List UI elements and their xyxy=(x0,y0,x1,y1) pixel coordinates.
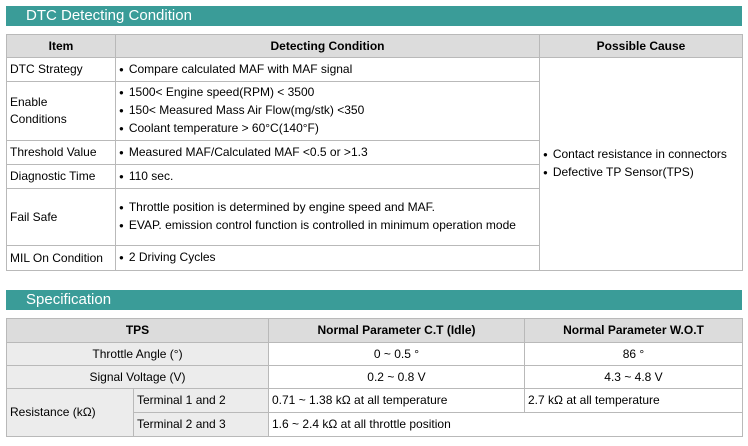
strategy-condition xyxy=(116,58,540,82)
mil-condition xyxy=(116,246,540,271)
mil-label: MIL On Condition xyxy=(7,246,116,271)
diagnostic-condition xyxy=(116,165,540,189)
resistance-label: Resistance (kΩ) xyxy=(7,389,134,437)
throttle-angle-idle: 0 ~ 0.5 ° xyxy=(269,343,525,366)
strategy-label: DTC Strategy xyxy=(7,58,116,82)
signal-voltage-label: Signal Voltage (V) xyxy=(7,366,269,389)
failsafe-condition xyxy=(116,189,540,246)
throttle-angle-label: Throttle Angle (°) xyxy=(7,343,269,366)
enable-cond-2: ● 150< Measured Mass Air Flow(mg/stk) <350 xyxy=(119,103,364,117)
condition-header: Detecting Condition xyxy=(116,35,540,58)
signal-voltage-idle: 0.2 ~ 0.8 V xyxy=(269,366,525,389)
spec-table xyxy=(6,318,743,437)
spec-section-title: Specification xyxy=(6,290,742,310)
dtc-section-title: DTC Detecting Condition xyxy=(6,6,742,26)
tps-header: TPS xyxy=(7,319,269,343)
threshold-text: ● Measured MAF/Calculated MAF <0.5 or >1.3 xyxy=(119,145,368,159)
failsafe-label: Fail Safe xyxy=(7,189,116,246)
mil-text: ● 2 Driving Cycles xyxy=(119,250,216,264)
terminal-2-3-value: 1.6 ~ 2.4 kΩ at all throttle position xyxy=(269,413,743,437)
dtc-table xyxy=(6,34,743,271)
diagnostic-text: ● 110 sec. xyxy=(119,169,173,183)
enable-cond-3: ● Coolant temperature > 60°C(140°F) xyxy=(119,121,319,135)
threshold-label: Threshold Value xyxy=(7,141,116,165)
enable-label xyxy=(7,82,116,141)
possible-cause-cell xyxy=(540,58,743,271)
failsafe-cond-2: ● EVAP. emission control function is controlled in minimum operation mode xyxy=(119,218,516,232)
enable-cond-1: ● 1500< Engine speed(RPM) < 3500 xyxy=(119,85,314,99)
terminal-2-3-label: Terminal 2 and 3 xyxy=(134,413,269,437)
item-header: Item xyxy=(7,35,116,58)
terminal-1-2-wot: 2.7 kΩ at all temperature xyxy=(525,389,743,413)
enable-label-line2: Conditions xyxy=(10,112,67,126)
terminal-1-2-label: Terminal 1 and 2 xyxy=(134,389,269,413)
enable-label-line1: Enable xyxy=(10,95,48,109)
signal-voltage-wot: 4.3 ~ 4.8 V xyxy=(525,366,743,389)
cause-1: ● Contact resistance in connectors xyxy=(543,147,727,161)
threshold-condition xyxy=(116,141,540,165)
terminal-1-2-idle: 0.71 ~ 1.38 kΩ at all temperature xyxy=(269,389,525,413)
failsafe-cond-1: ● Throttle position is determined by engine speed and MAF. xyxy=(119,200,435,214)
throttle-angle-wot: 86 ° xyxy=(525,343,743,366)
enable-condition xyxy=(116,82,540,141)
idle-header: Normal Parameter C.T (Idle) xyxy=(269,319,525,343)
cause-2: ● Defective TP Sensor(TPS) xyxy=(543,165,694,179)
diagnostic-label: Diagnostic Time xyxy=(7,165,116,189)
wot-header: Normal Parameter W.O.T xyxy=(525,319,743,343)
strategy-text: ● Compare calculated MAF with MAF signal xyxy=(119,62,352,76)
cause-header: Possible Cause xyxy=(540,35,743,58)
